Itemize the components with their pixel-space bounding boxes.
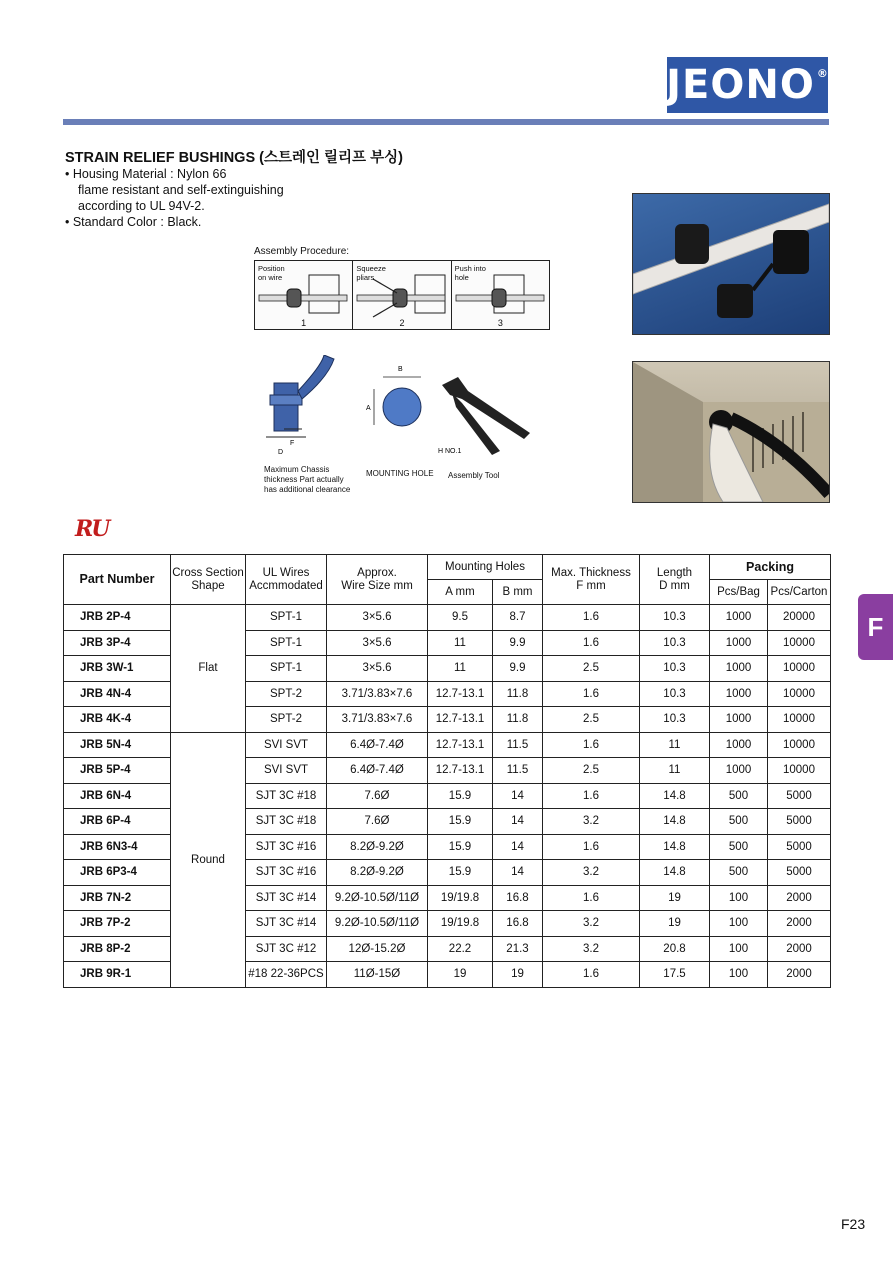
cell-b: 14 — [493, 809, 543, 835]
cell-ul: SPT-1 — [246, 656, 327, 682]
cell-ul: SJT 3C #18 — [246, 783, 327, 809]
assembly-step-3 — [452, 261, 549, 329]
cell-b: 11.8 — [493, 707, 543, 733]
dim-a-label: A — [366, 405, 371, 412]
cell-wire: 6.4Ø-7.4Ø — [327, 758, 428, 784]
header-b-mm: B mm — [493, 580, 543, 605]
cell-ul: SJT 3C #16 — [246, 834, 327, 860]
caption-chassis-line-3: has additional clearance — [264, 485, 351, 494]
cell-shape-round: Round — [171, 732, 246, 987]
cell-bag: 500 — [710, 860, 768, 886]
cell-carton: 5000 — [768, 809, 831, 835]
header-cross-section — [171, 555, 246, 605]
assembly-steps — [254, 260, 550, 330]
step-1-label-1: Position — [258, 264, 285, 273]
cell-carton: 10000 — [768, 630, 831, 656]
cell-b: 11.5 — [493, 732, 543, 758]
cell-a: 12.7-13.1 — [428, 707, 493, 733]
step-1-label-2: on wire — [258, 273, 283, 282]
cell-a: 9.5 — [428, 605, 493, 631]
cell-b: 19 — [493, 962, 543, 988]
cell-part-number: JRB 7N-2 — [64, 885, 171, 911]
cell-bag: 1000 — [710, 732, 768, 758]
cell-b: 9.9 — [493, 656, 543, 682]
cell-a: 19/19.8 — [428, 911, 493, 937]
cell-a: 19/19.8 — [428, 885, 493, 911]
cell-bag: 100 — [710, 962, 768, 988]
dimension-drawings-icon — [262, 355, 562, 465]
step-1-number: 1 — [301, 318, 307, 328]
cell-d: 11 — [640, 732, 710, 758]
cell-carton: 5000 — [768, 834, 831, 860]
header-packing: Packing — [710, 555, 831, 580]
header-part-number: Part Number — [64, 555, 171, 605]
cell-ul: SVI SVT — [246, 758, 327, 784]
drawing-caption-mounting-hole: MOUNTING HOLE — [366, 469, 434, 478]
technical-drawings — [262, 355, 562, 505]
cell-b: 16.8 — [493, 911, 543, 937]
ul-recognized-icon: RU — [75, 516, 109, 542]
section-tab: F — [858, 594, 893, 660]
header-length — [640, 555, 710, 605]
cell-part-number: JRB 9R-1 — [64, 962, 171, 988]
cell-bag: 1000 — [710, 681, 768, 707]
cell-wire: 9.2Ø-10.5Ø/11Ø — [327, 911, 428, 937]
cell-b: 14 — [493, 834, 543, 860]
cell-carton: 10000 — [768, 681, 831, 707]
header-a-mm: A mm — [428, 580, 493, 605]
cell-d: 19 — [640, 885, 710, 911]
cell-b: 14 — [493, 860, 543, 886]
caption-chassis-line-2: thickness Part actually — [264, 475, 344, 484]
cell-part-number: JRB 4N-4 — [64, 681, 171, 707]
cell-a: 19 — [428, 962, 493, 988]
cell-b: 8.7 — [493, 605, 543, 631]
cell-bag: 100 — [710, 936, 768, 962]
cell-d: 10.3 — [640, 656, 710, 682]
step-2-label-1: Squeeze — [356, 264, 386, 273]
cell-b: 14 — [493, 783, 543, 809]
header-pcs-carton: Pcs/Carton — [768, 580, 831, 605]
cell-f: 1.6 — [543, 834, 640, 860]
cell-carton: 2000 — [768, 962, 831, 988]
cell-f: 1.6 — [543, 681, 640, 707]
cell-d: 14.8 — [640, 783, 710, 809]
assembly-step-2 — [353, 261, 451, 329]
cell-a: 12.7-13.1 — [428, 681, 493, 707]
cell-bag: 1000 — [710, 605, 768, 631]
cell-part-number: JRB 4K-4 — [64, 707, 171, 733]
header-len-line-1: Length — [656, 566, 693, 579]
bullet-material-line3: according to UL 94V-2. — [78, 199, 205, 213]
cell-bag: 500 — [710, 834, 768, 860]
spec-table — [63, 554, 831, 988]
cell-part-number: JRB 6N3-4 — [64, 834, 171, 860]
cell-wire: 3×5.6 — [327, 630, 428, 656]
table-row — [64, 605, 831, 631]
header-ul-wires — [246, 555, 327, 605]
cell-part-number: JRB 3W-1 — [64, 656, 171, 682]
cell-a: 11 — [428, 630, 493, 656]
cell-wire: 3×5.6 — [327, 656, 428, 682]
cell-wire: 7.6Ø — [327, 809, 428, 835]
bullet-material-line2: flame resistant and self-extinguishing — [78, 183, 284, 197]
cell-wire: 3.71/3.83×7.6 — [327, 681, 428, 707]
cell-carton: 20000 — [768, 605, 831, 631]
caption-chassis-line-1: Maximum Chassis — [264, 465, 330, 474]
cell-carton: 10000 — [768, 732, 831, 758]
cell-bag: 100 — [710, 885, 768, 911]
cell-part-number: JRB 5N-4 — [64, 732, 171, 758]
cell-ul: SJT 3C #14 — [246, 911, 327, 937]
cell-ul: SVI SVT — [246, 732, 327, 758]
cell-f: 2.5 — [543, 758, 640, 784]
cell-carton: 10000 — [768, 656, 831, 682]
header-mounting-holes: Mounting Holes — [428, 555, 543, 580]
cell-b: 16.8 — [493, 885, 543, 911]
step-2-number: 2 — [399, 318, 405, 328]
cell-part-number: JRB 5P-4 — [64, 758, 171, 784]
cell-carton: 5000 — [768, 860, 831, 886]
header-approx-line-1: Approx. — [357, 566, 397, 579]
header-approx-line-2: Wire Size mm — [341, 579, 413, 592]
cell-part-number: JRB 8P-2 — [64, 936, 171, 962]
tool-label: H NO.1 — [438, 448, 462, 455]
header-ul-line-2: Accmmodated — [249, 579, 323, 592]
cell-wire: 3.71/3.83×7.6 — [327, 707, 428, 733]
assembly-step-1 — [255, 261, 353, 329]
cell-ul: SPT-1 — [246, 630, 327, 656]
step-3-label-2: hole — [454, 273, 469, 282]
header-thick-line-1: Max. Thickness — [551, 566, 631, 579]
cell-f: 1.6 — [543, 732, 640, 758]
cell-f: 1.6 — [543, 630, 640, 656]
registered-mark: ® — [816, 66, 829, 80]
cell-carton: 2000 — [768, 911, 831, 937]
header-pcs-bag: Pcs/Bag — [710, 580, 768, 605]
cell-a: 11 — [428, 656, 493, 682]
cell-f: 1.6 — [543, 885, 640, 911]
header-cross-line-1: Cross Section — [172, 566, 244, 579]
cell-a: 12.7-13.1 — [428, 732, 493, 758]
cell-carton: 5000 — [768, 783, 831, 809]
cell-d: 17.5 — [640, 962, 710, 988]
cell-d: 10.3 — [640, 707, 710, 733]
cell-f: 2.5 — [543, 707, 640, 733]
header-len-line-2: D mm — [659, 579, 690, 592]
cell-a: 15.9 — [428, 860, 493, 886]
dim-b-label: B — [398, 366, 403, 373]
cell-part-number: JRB 6N-4 — [64, 783, 171, 809]
cell-b: 11.8 — [493, 681, 543, 707]
cell-part-number: JRB 7P-2 — [64, 911, 171, 937]
spec-table-body — [64, 605, 831, 988]
cell-d: 19 — [640, 911, 710, 937]
dim-f-label: F — [290, 440, 295, 447]
cell-d: 14.8 — [640, 860, 710, 886]
page-number: F23 — [841, 1216, 866, 1232]
cell-carton: 10000 — [768, 707, 831, 733]
header-cross-line-2: Shape — [191, 579, 225, 592]
cell-ul: SJT 3C #14 — [246, 885, 327, 911]
bullet-material: • Housing Material : Nylon 66 — [65, 167, 227, 181]
cell-wire: 9.2Ø-10.5Ø/11Ø — [327, 885, 428, 911]
cell-part-number: JRB 6P3-4 — [64, 860, 171, 886]
page-title: STRAIN RELIEF BUSHINGS (스트레인 릴리프 부싱) — [65, 150, 403, 166]
header-ul-line-1: UL Wires — [262, 566, 310, 579]
cell-bag: 500 — [710, 783, 768, 809]
spec-bullets — [65, 166, 284, 230]
cell-ul: SPT-2 — [246, 707, 327, 733]
cell-f: 3.2 — [543, 911, 640, 937]
cell-bag: 1000 — [710, 758, 768, 784]
cell-carton: 2000 — [768, 885, 831, 911]
chassis-photo-icon — [633, 362, 829, 502]
cell-bag: 1000 — [710, 707, 768, 733]
cell-a: 15.9 — [428, 809, 493, 835]
cell-f: 3.2 — [543, 860, 640, 886]
cell-d: 10.3 — [640, 681, 710, 707]
cell-carton: 2000 — [768, 936, 831, 962]
bushing-photo-icon — [633, 194, 829, 334]
cell-b: 21.3 — [493, 936, 543, 962]
cell-ul: SPT-2 — [246, 681, 327, 707]
cell-ul: #18 22-36PCS — [246, 962, 327, 988]
drawing-caption-assembly-tool: Assembly Tool — [448, 471, 500, 480]
step-2-label-2: pliars — [356, 273, 375, 282]
cell-ul: SPT-1 — [246, 605, 327, 631]
cell-d: 10.3 — [640, 605, 710, 631]
cell-wire: 3×5.6 — [327, 605, 428, 631]
brand-logo — [667, 57, 828, 113]
assembly-procedure — [254, 246, 550, 330]
cell-b: 9.9 — [493, 630, 543, 656]
cell-wire: 6.4Ø-7.4Ø — [327, 732, 428, 758]
cell-part-number: JRB 2P-4 — [64, 605, 171, 631]
cell-ul: SJT 3C #12 — [246, 936, 327, 962]
step-3-number: 3 — [497, 318, 503, 328]
cell-d: 20.8 — [640, 936, 710, 962]
cell-bag: 100 — [710, 911, 768, 937]
cell-d: 11 — [640, 758, 710, 784]
cell-wire: 8.2Ø-9.2Ø — [327, 860, 428, 886]
cell-a: 22.2 — [428, 936, 493, 962]
product-photo-bushings — [632, 193, 830, 335]
brand-name: JEONO — [666, 62, 815, 108]
header-rule — [63, 119, 829, 125]
cell-shape-flat: Flat — [171, 605, 246, 733]
cell-b: 11.5 — [493, 758, 543, 784]
cell-carton: 10000 — [768, 758, 831, 784]
cell-wire: 11Ø-15Ø — [327, 962, 428, 988]
cell-ul: SJT 3C #18 — [246, 809, 327, 835]
cell-bag: 1000 — [710, 630, 768, 656]
cell-wire: 8.2Ø-9.2Ø — [327, 834, 428, 860]
cell-f: 2.5 — [543, 656, 640, 682]
cell-part-number: JRB 3P-4 — [64, 630, 171, 656]
cell-f: 1.6 — [543, 962, 640, 988]
cell-d: 10.3 — [640, 630, 710, 656]
cell-f: 1.6 — [543, 605, 640, 631]
drawing-caption-chassis — [264, 465, 350, 495]
header-max-thickness — [543, 555, 640, 605]
cell-wire: 12Ø-15.2Ø — [327, 936, 428, 962]
cell-d: 14.8 — [640, 809, 710, 835]
header-wire-size — [327, 555, 428, 605]
cell-a: 15.9 — [428, 783, 493, 809]
assembly-caption: Assembly Procedure: — [254, 246, 350, 257]
cell-d: 14.8 — [640, 834, 710, 860]
cell-bag: 1000 — [710, 656, 768, 682]
cell-f: 3.2 — [543, 809, 640, 835]
cell-f: 1.6 — [543, 783, 640, 809]
cell-a: 15.9 — [428, 834, 493, 860]
cell-part-number: JRB 6P-4 — [64, 809, 171, 835]
dim-d-label: D — [278, 449, 284, 456]
table-row — [64, 732, 831, 758]
step-3-label-1: Push into — [454, 264, 486, 273]
cell-a: 12.7-13.1 — [428, 758, 493, 784]
product-photo-application — [632, 361, 830, 503]
cell-wire: 7.6Ø — [327, 783, 428, 809]
cell-ul: SJT 3C #16 — [246, 860, 327, 886]
header-thick-line-2: F mm — [576, 579, 606, 592]
bullet-color: • Standard Color : Black. — [65, 215, 202, 229]
cell-bag: 500 — [710, 809, 768, 835]
cell-f: 3.2 — [543, 936, 640, 962]
